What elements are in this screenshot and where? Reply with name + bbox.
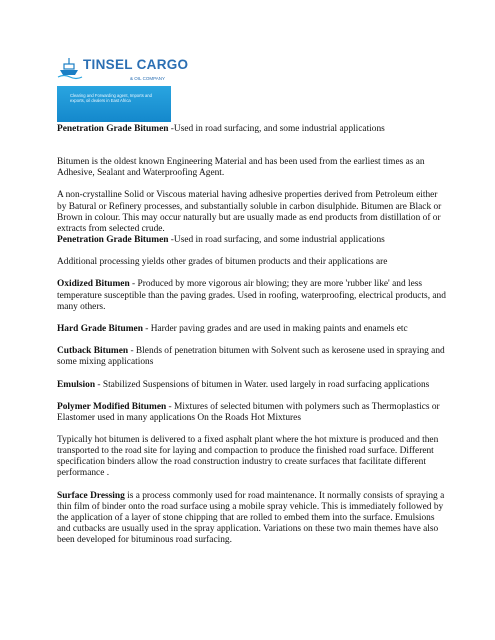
ship-icon — [58, 55, 84, 79]
term-text: - Harder paving grades and are used in making paints and enamels etc — [142, 323, 408, 334]
term: Surface Dressing — [57, 490, 125, 501]
paragraph-definition: A non-crystalline Solid or Viscous material having adhesive properties derived from Petroleum either by Batural or Refinery processes, and substantially soluble in carbon disulphide. Bitumen are Black or Brown in colour. This may occur naturally but are usually made as end products from distillation of or extracts from selected crude. — [57, 190, 442, 234]
document-body — [57, 124, 449, 557]
company-logo — [57, 44, 189, 122]
paragraph-penetration-grade-repeat — [57, 235, 449, 246]
term-text: -Used in road surfacing, and some industrial applications — [168, 234, 385, 245]
term: Penetration Grade Bitumen — [57, 124, 169, 134]
term-text: - Mixtures of selected bitumen with polymers such as Thermoplastics or Elastomer used in many applications On the Roads Hot Mixtures — [57, 401, 440, 423]
term: Oxidized Bitumen — [57, 279, 130, 290]
logo-company-sub: & OIL COMPANY — [130, 76, 166, 81]
term-text: - Produced by more vigorous air blowing; they are more 'rubber like' and less temperature susceptible than the paving grades. Used in roofing, waterproofing, electrical products, and many others. — [57, 279, 446, 312]
term: Penetration Grade Bitumen — [57, 234, 169, 245]
term-text: - Stabilized Suspensions of bitumen in Water. used largely in road surfacing applications — [95, 379, 430, 390]
term: Cutback Bitumen — [57, 346, 129, 357]
paragraph-penetration-grade — [57, 124, 449, 135]
term-text: is a process commonly used for road maintenance. It normally consists of spraying a thin film of binder onto the road surface using a mobile spray vehicle. This is immediately followed by the application of a layer of stone chipping that are rolled to embed them into the surface. Emulsions and cutbacks are usually used in the spray application. Variations on these two main themes have also been developed for bituminous road surfacing. — [57, 490, 445, 546]
term: Polymer Modified Bitumen — [57, 401, 167, 412]
paragraph-cutback-bitumen — [57, 346, 449, 368]
term-text: -Used in road surfacing, and some industrial applications — [168, 124, 385, 134]
logo-tagline: Clearing and Forwarding agent, Imports and exports, oil dealers in East Africa — [70, 93, 152, 104]
logo-company-name: TINSEL CARGO — [83, 57, 189, 72]
paragraph-polymer-modified-bitumen — [57, 402, 449, 424]
paragraph-oxidized-bitumen — [57, 279, 449, 312]
paragraph-hard-grade-bitumen — [57, 324, 449, 335]
term: Hard Grade Bitumen — [57, 323, 143, 334]
paragraph-intro: Bitumen is the oldest known Engineering Material and has been used from the earliest times as an Adhesive, Sealant and Waterproofing Agent. — [57, 157, 425, 179]
paragraph-additional-processing: Additional processing yields other grades of bitumen products and their applications are — [57, 257, 388, 268]
paragraph-surface-dressing — [57, 491, 449, 546]
paragraph-hot-mixtures: Typically hot bitumen is delivered to a fixed asphalt plant where the hot mixture is produced and then transported to the road site for laying and compaction to produce the finished road surface. Different specification binders allow the road construction industry to create surfaces that facilitate different performance . — [57, 435, 439, 479]
term-text: - Blends of penetration bitumen with Solvent such as kerosene used in spraying and some mixing applications — [57, 346, 445, 368]
logo-top — [57, 44, 189, 86]
logo-band — [57, 86, 171, 122]
paragraph-emulsion — [57, 380, 449, 391]
term: Emulsion — [57, 379, 96, 390]
